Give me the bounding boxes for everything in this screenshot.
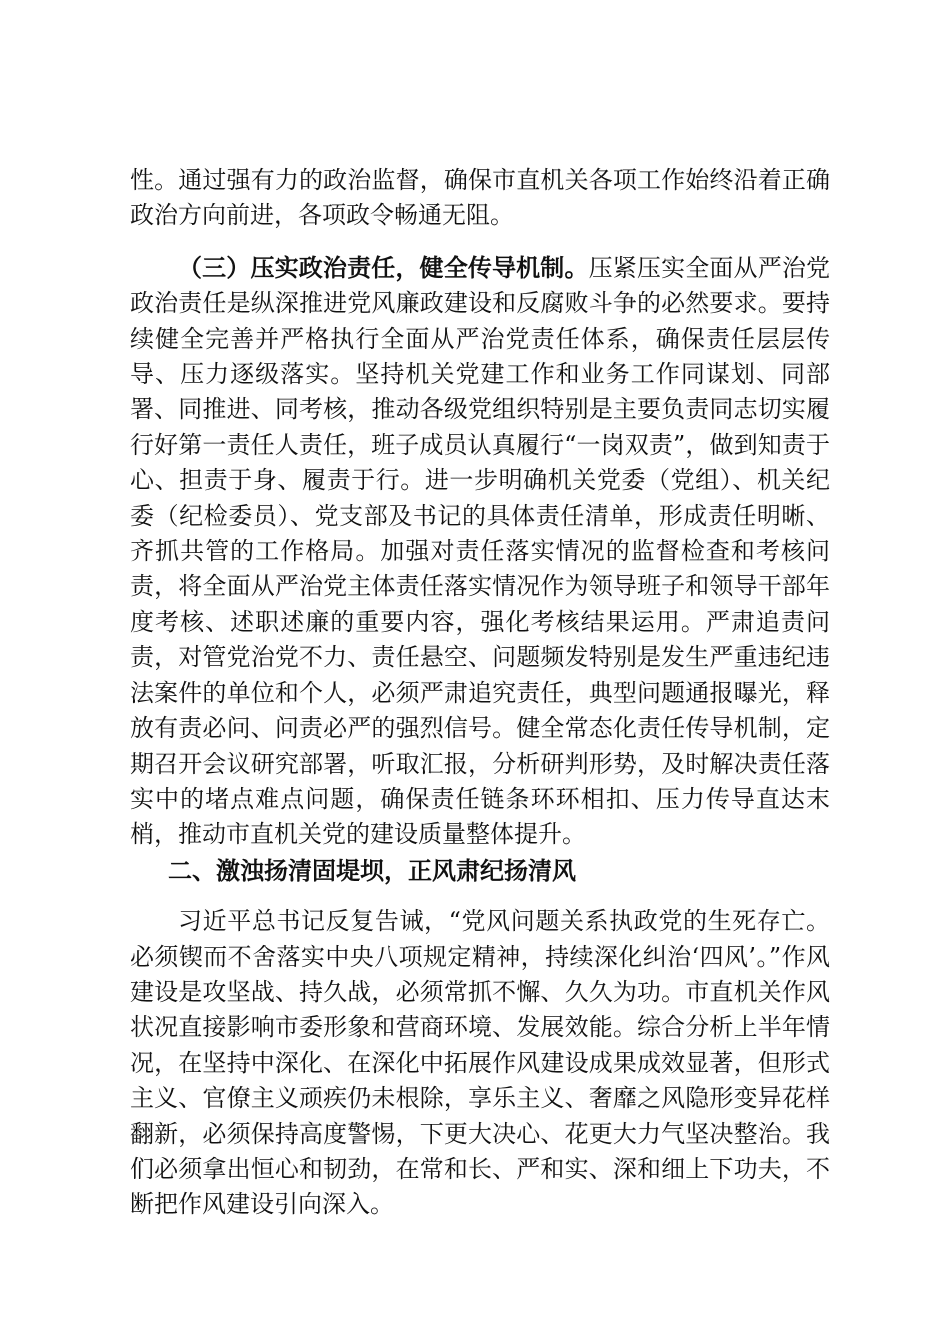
section-heading-2: 二、激浊扬清固堤坝，正风肃纪扬清风 xyxy=(168,855,576,885)
document-body xyxy=(130,163,830,1223)
paragraph-after-heading: 习近平总书记反复告诫，“党风问题关系执政党的生死存亡。必须锲而不舍落实中央八项规定精神，持续深化纠治‘四风’。”作风建设是攻坚战、持久战，必须常抓不懈、久久为功。市直机关作风状况直接影响市委形象和营商环境、发展效能。综合分析上半年情况，在坚持中深化、在深化中拓展作风建设成果成效显著，但形式主义、官僚主义顽疾仍未根除，享乐主义、奢靡之风隐形变异花样翻新，必须保持高度警惕，下更大决心、花更大力气坚决整治。我们必须拿出恒心和韧劲，在常和长、严和实、深和细上下功夫，不断把作风建设引向深入。 xyxy=(130,907,830,1219)
paragraph-section-3 xyxy=(130,250,830,853)
paragraph-continuation: 性。通过强有力的政治监督，确保市直机关各项工作始终沿着正确政治方向前进，各项政令畅通无阻。 xyxy=(130,166,830,230)
section-3-lead: （三）压实政治责任，健全传导机制。 xyxy=(178,252,589,282)
section-3-body: 压紧压实全面从严治党政治责任是纵深推进党风廉政建设和反腐败斗争的必然要求。要持续健全完善并严格执行全面从严治党责任体系，确保责任层层传导、压力逐级落实。坚持机关党建工作和业务工作同谋划、同部署、同推进、同考核，推动各级党组织特别是主要负责同志切实履行好第一责任人责任，班子成员认真履行“一岗双责”，做到知责于心、担责于身、履责于行。进一步明确机关党委（党组）、机关纪委（纪检委员）、党支部及书记的具体责任清单，形成责任明晰、齐抓共管的工作格局。加强对责任落实情况的监督检查和考核问责，将全面从严治党主体责任落实情况作为领导班子和领导干部年度考核、述职述廉的重要内容，强化考核结果运用。严肃追责问责，对管党治党不力、责任悬空、问题频发特别是发生严重违纪违法案件的单位和个人，必须严肃追究责任，典型问题通报曝光，释放有责必问、问责必严的强烈信号。健全常态化责任传导机制，定期召开会议研究部署，听取汇报，分析研判形势，及时解决责任落实中的堵点难点问题，确保责任链条环环相扣、压力传导直达末梢，推动市直机关党的建设质量整体提升。 xyxy=(130,253,831,849)
